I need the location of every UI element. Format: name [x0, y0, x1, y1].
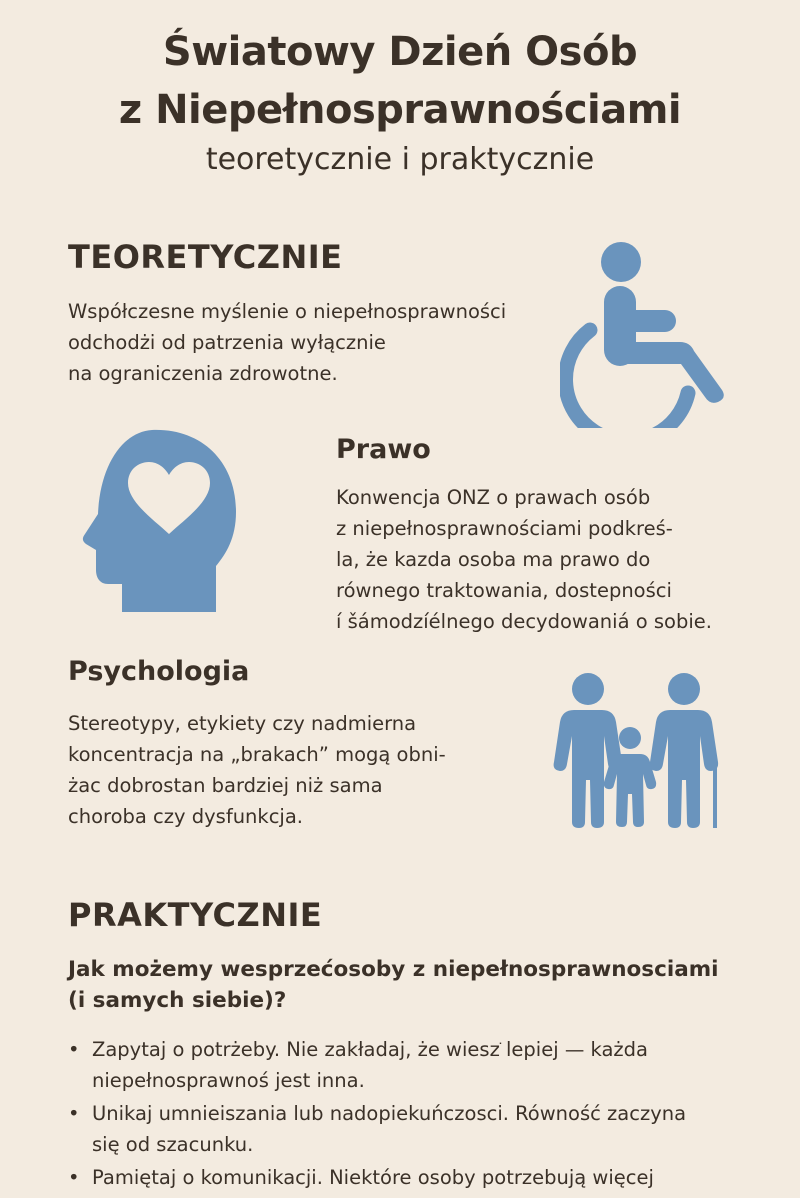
bullet-marker: •: [68, 1166, 80, 1189]
law-text-line: Konwencja ONZ o prawach osób: [336, 486, 651, 509]
law-text-line: równego traktowania, dostepności: [336, 579, 672, 602]
law-text-line: la, że kazda osoba ma prawo do: [336, 548, 651, 571]
law-text-line: z niepełnosprawnościami podkreś-: [336, 517, 673, 540]
theory-text-line: Współczesne myślenie o niepełnosprawności: [68, 300, 507, 323]
theory-text-line: na ograniczenia zdrowotne.: [68, 362, 338, 385]
psychology-text-line: żac dobrostan bardziej niż sama: [68, 774, 383, 797]
practice-question-line: (i samych siebie)?: [68, 988, 287, 1013]
section-heading-psychology: Psychologia: [68, 656, 250, 687]
bullet-marker: •: [68, 1038, 80, 1061]
practice-question: [68, 954, 718, 1016]
bullet-marker: •: [68, 1102, 80, 1125]
section-heading-practice: PRAKTYCZNIE: [68, 896, 323, 934]
psychology-text: [68, 708, 446, 832]
psychology-text-line: choroba czy dysfunkcja.: [68, 805, 303, 828]
page-title-line-1: Światowy Dzień Osób: [162, 29, 638, 75]
list-item: [68, 1034, 768, 1096]
tip-line: Zapytaj o potrżeby. Nie zakładaj, że wieszֹ lepiej — każda: [92, 1038, 648, 1061]
tip-line: Unikaj umnieiszania lub nadopiekuńczosci. Równość zaczyna: [92, 1102, 687, 1125]
tip-line: niepełnosprawnoś jest inna.: [92, 1069, 365, 1092]
section-heading-theory: TEORETYCZNIE: [68, 238, 343, 276]
psychology-text-line: koncentracja na „brakach” mogą obni-: [68, 743, 446, 766]
list-item: [68, 1098, 768, 1160]
list-item: [68, 1162, 768, 1193]
family-icon: [548, 670, 728, 830]
section-heading-law: Prawo: [336, 434, 431, 465]
tip-line: Pamiętaj o komunikacji. Niektóre osoby potrzebują więcej: [92, 1166, 654, 1189]
law-text-line: í šámodzíélnego decydowaniá o sobie.: [336, 610, 712, 633]
practice-question-line: Jak możemy wesprzećosoby z niepełnosprawnosciami: [68, 957, 719, 982]
theory-text-line: odchodżi od patrzenia wyłącznie: [68, 331, 386, 354]
wheelchair-icon: [560, 238, 730, 428]
theory-text: [68, 296, 506, 389]
head-heart-icon: [82, 426, 242, 616]
page-title-line-2: z Niepełnosprawnościami: [118, 87, 682, 133]
law-text: [336, 482, 712, 637]
page-subtitle: teoretycznie i praktycznie: [205, 142, 595, 177]
tips-list: [68, 1034, 768, 1195]
tip-line: się od szacunku.: [92, 1133, 254, 1156]
psychology-text-line: Stereotypy, etykiety czy nadmierna: [68, 712, 417, 735]
